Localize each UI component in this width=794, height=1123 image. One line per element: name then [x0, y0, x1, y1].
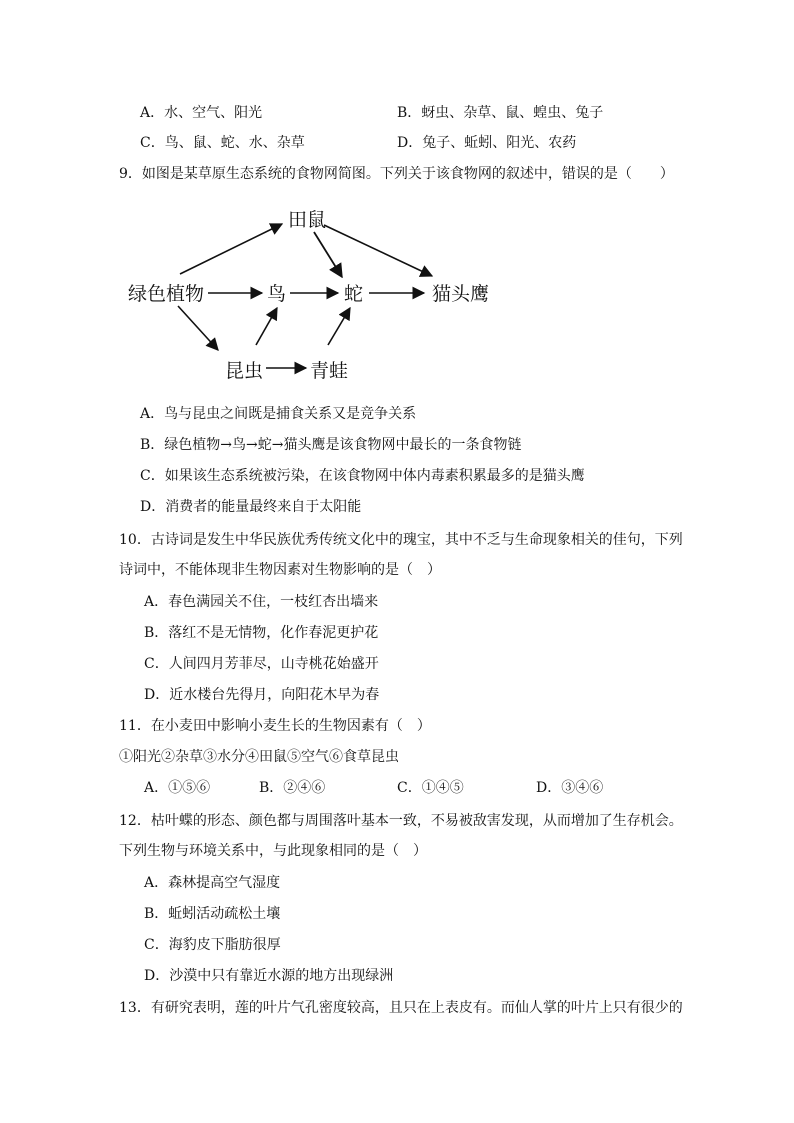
q10-option-a: A．春色满园关不住，一枝红杏出墙来 [144, 594, 379, 610]
q8-option-d: D．兔子、蚯蚓、阳光、农药 [397, 135, 577, 151]
q12-option-d: D．沙漠中只有靠近水源的地方出现绿洲 [144, 968, 394, 984]
node-snake: 蛇 [344, 283, 364, 305]
node-frog: 青蛙 [310, 360, 349, 382]
q12-option-a: A．森林提高空气湿度 [144, 875, 281, 891]
q8-option-a: A．水、空气、阳光 [140, 105, 263, 121]
arrow-insect-to-bird [256, 308, 277, 345]
node-owl: 猫头鹰 [432, 283, 490, 305]
q8-option-c: C．鸟、鼠、蛇、水、杂草 [140, 135, 305, 151]
arrow-frog-to-snake [328, 308, 350, 345]
node-insect: 昆虫 [225, 360, 264, 382]
arrow-plant-to-mouse [180, 224, 282, 274]
q10-stem-line-2: 诗词中，不能体现非生物因素对生物影响的是（ ） [119, 562, 441, 578]
q9-option-c: C．如果该生态系统被污染，在该食物网中体内毒素积累最多的是猫头鹰 [140, 468, 585, 484]
arrow-mouse-to-snake [314, 232, 342, 277]
q12-stem-line-2: 下列生物与环境关系中，与此现象相同的是（ ） [119, 843, 427, 859]
q11-option-c: C．①④⑤ [397, 780, 464, 796]
q10-option-c: C．人间四月芳菲尽，山寺桃花始盛开 [144, 656, 379, 672]
q10-stem-line-1: 10．古诗词是发生中华民族优秀传统文化中的瑰宝，其中不乏与生命现象相关的佳句，下列 [119, 532, 683, 548]
q11-items: ①阳光②杂草③水分④田鼠⑤空气⑥食草昆虫 [119, 749, 399, 765]
q9-option-b: B．绿色植物→鸟→蛇→猫头鹰是该食物网中最长的一条食物链 [140, 437, 522, 453]
food-web-diagram [110, 200, 530, 395]
q12-stem-line-1: 12．枯叶蝶的形态、颜色都与周围落叶基本一致，不易被敌害发现，从而增加了生存机会。 [119, 813, 683, 829]
q9-option-d: D．消费者的能量最终来自于太阳能 [140, 499, 362, 515]
node-green-plant: 绿色植物 [128, 283, 205, 305]
q10-option-d: D．近水楼台先得月，向阳花木早为春 [144, 687, 380, 703]
node-bird: 鸟 [267, 283, 287, 305]
q8-option-b: B．蚜虫、杂草、鼠、蝗虫、兔子 [397, 105, 604, 121]
q9-option-a: A．鸟与昆虫之间既是捕食关系又是竞争关系 [140, 406, 417, 422]
arrow-mouse-to-owl [324, 225, 432, 276]
q10-option-b: B．落红不是无情物，化作春泥更护花 [144, 625, 379, 641]
q9-stem: 9．如图是某草原生态系统的食物网简图。下列关于该食物网的叙述中，错误的是（ ） [119, 166, 674, 182]
q11-option-d: D．③④⑥ [536, 780, 604, 796]
q11-stem: 11．在小麦田中影响小麦生长的生物因素有（ ） [119, 718, 431, 734]
q12-option-c: C．海豹皮下脂肪很厚 [144, 937, 281, 953]
arrow-plant-to-insect [178, 306, 218, 350]
q13-stem-line-1: 13．有研究表明，莲的叶片气孔密度较高，且只在上表皮有。而仙人掌的叶片上只有很少的 [119, 1000, 683, 1016]
q12-option-b: B．蚯蚓活动疏松土壤 [144, 906, 281, 922]
q11-option-b: B．②④⑥ [259, 780, 326, 796]
node-field-mouse: 田鼠 [288, 209, 327, 231]
q11-option-a: A．①⑤⑥ [144, 780, 211, 796]
